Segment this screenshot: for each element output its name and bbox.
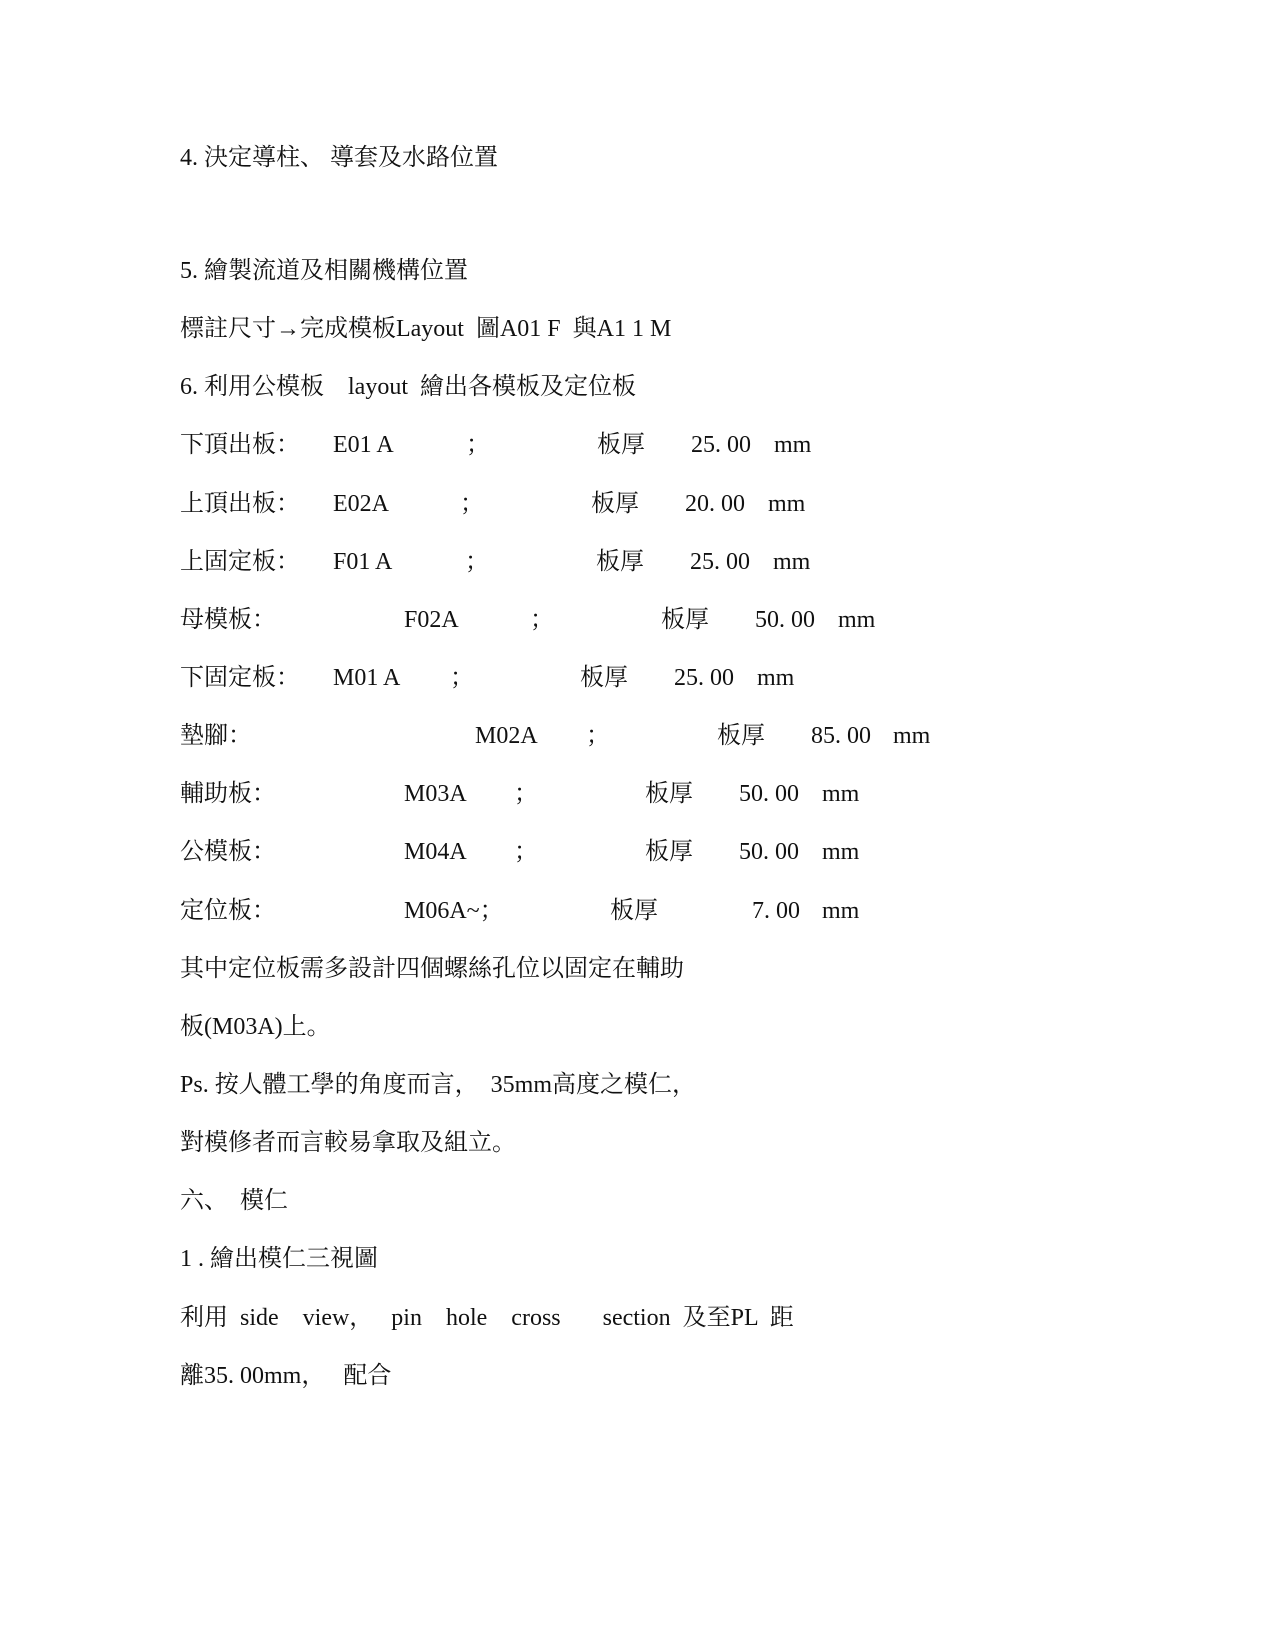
plate-thickness-value: 20. 00 <box>685 491 745 517</box>
step-4-text: 4. 決定導柱、 導套及水路位置 <box>180 145 498 171</box>
ergonomics-note-cont: 對模修者而言較易拿取及組立。 <box>180 1130 516 1156</box>
plate-name: 墊腳： <box>180 723 252 749</box>
section-heading: 六、 模仁 <box>180 1188 288 1214</box>
plate-thickness-unit: mm <box>822 781 860 807</box>
method-text-cont: 離35. 00mm， 配合 <box>180 1363 392 1389</box>
plate-thickness-unit: mm <box>774 432 812 458</box>
plate-row <box>180 721 1080 751</box>
plate-name: 母模板： <box>180 607 276 633</box>
plate-name: 下固定板： <box>180 665 300 691</box>
plate-thickness-label: 板厚 <box>717 723 765 749</box>
dimension-layout-text: 標註尺寸→完成模板Layout 圖A01 F 與A1 1 M <box>180 316 672 342</box>
plate-code: M06A~； <box>404 898 504 924</box>
ergonomics-note: Ps. 按人體工學的角度而言， 35mm高度之模仁， <box>180 1072 697 1098</box>
plate-code: M01 A <box>333 665 401 691</box>
plate-thickness-unit: mm <box>893 723 931 749</box>
plate-thickness-label: 板厚 <box>597 432 645 458</box>
plate-row <box>180 430 1080 460</box>
plate-thickness-label: 板厚 <box>661 607 709 633</box>
plate-row <box>180 547 1080 577</box>
plate-thickness-unit: mm <box>757 665 795 691</box>
plate-code: F01 A <box>333 549 393 575</box>
positioning-plate-note-cont: 板(M03A)上。 <box>180 1014 331 1040</box>
plate-code: M02A <box>475 723 538 749</box>
plate-separator: ； <box>465 549 489 575</box>
plate-separator: ； <box>460 491 484 517</box>
plate-thickness-value: 25. 00 <box>691 432 751 458</box>
plate-separator: ； <box>450 665 474 691</box>
subsection-heading: 1 . 繪出模仁三視圖 <box>180 1246 378 1272</box>
plate-name: 上固定板： <box>180 549 300 575</box>
plate-thickness-label: 板厚 <box>580 665 628 691</box>
plate-code: M04A <box>404 839 467 865</box>
plate-name: 定位板： <box>180 898 276 924</box>
plate-code: E02A <box>333 491 389 517</box>
positioning-plate-note: 其中定位板需多設計四個螺絲孔位以固定在輔助 <box>180 956 684 982</box>
plate-row <box>180 663 1080 693</box>
plate-separator: ； <box>530 607 554 633</box>
plate-code: M03A <box>404 781 467 807</box>
plate-code: F02A <box>404 607 459 633</box>
plate-thickness-unit: mm <box>773 549 811 575</box>
plate-thickness-label: 板厚 <box>591 491 639 517</box>
plate-name: 輔助板： <box>180 781 276 807</box>
plate-row <box>180 837 1080 867</box>
plate-name: 公模板： <box>180 839 276 865</box>
plate-thickness-label: 板厚 <box>645 781 693 807</box>
plate-thickness-value: 50. 00 <box>739 781 799 807</box>
plate-row <box>180 489 1080 519</box>
plate-row <box>180 896 1080 926</box>
plate-thickness-unit: mm <box>838 607 876 633</box>
plate-thickness-value: 25. 00 <box>690 549 750 575</box>
plate-thickness-value: 50. 00 <box>755 607 815 633</box>
plate-thickness-unit: mm <box>768 491 806 517</box>
plate-thickness-label: 板厚 <box>596 549 644 575</box>
plate-row <box>180 605 1080 635</box>
plate-name: 下頂出板： <box>180 432 300 458</box>
plate-separator: ； <box>466 432 490 458</box>
plate-separator: ； <box>514 839 538 865</box>
method-text: 利用 side view， pin hole cross section 及至PL 距 <box>180 1305 794 1331</box>
plate-thickness-unit: mm <box>822 898 860 924</box>
plate-separator: ； <box>514 781 538 807</box>
plate-thickness-value: 85. 00 <box>811 723 871 749</box>
plate-thickness-value: 7. 00 <box>752 898 800 924</box>
plate-separator: ； <box>586 723 610 749</box>
plate-row <box>180 779 1080 809</box>
step-6-text: 6. 利用公模板 layout 繪出各模板及定位板 <box>180 374 636 400</box>
plate-name: 上頂出板： <box>180 491 300 517</box>
step-5-text: 5. 繪製流道及相關機構位置 <box>180 258 468 284</box>
plate-thickness-value: 50. 00 <box>739 839 799 865</box>
plate-thickness-label: 板厚 <box>610 898 658 924</box>
plate-thickness-label: 板厚 <box>645 839 693 865</box>
plate-thickness-unit: mm <box>822 839 860 865</box>
plate-code: E01 A <box>333 432 394 458</box>
plate-thickness-value: 25. 00 <box>674 665 734 691</box>
